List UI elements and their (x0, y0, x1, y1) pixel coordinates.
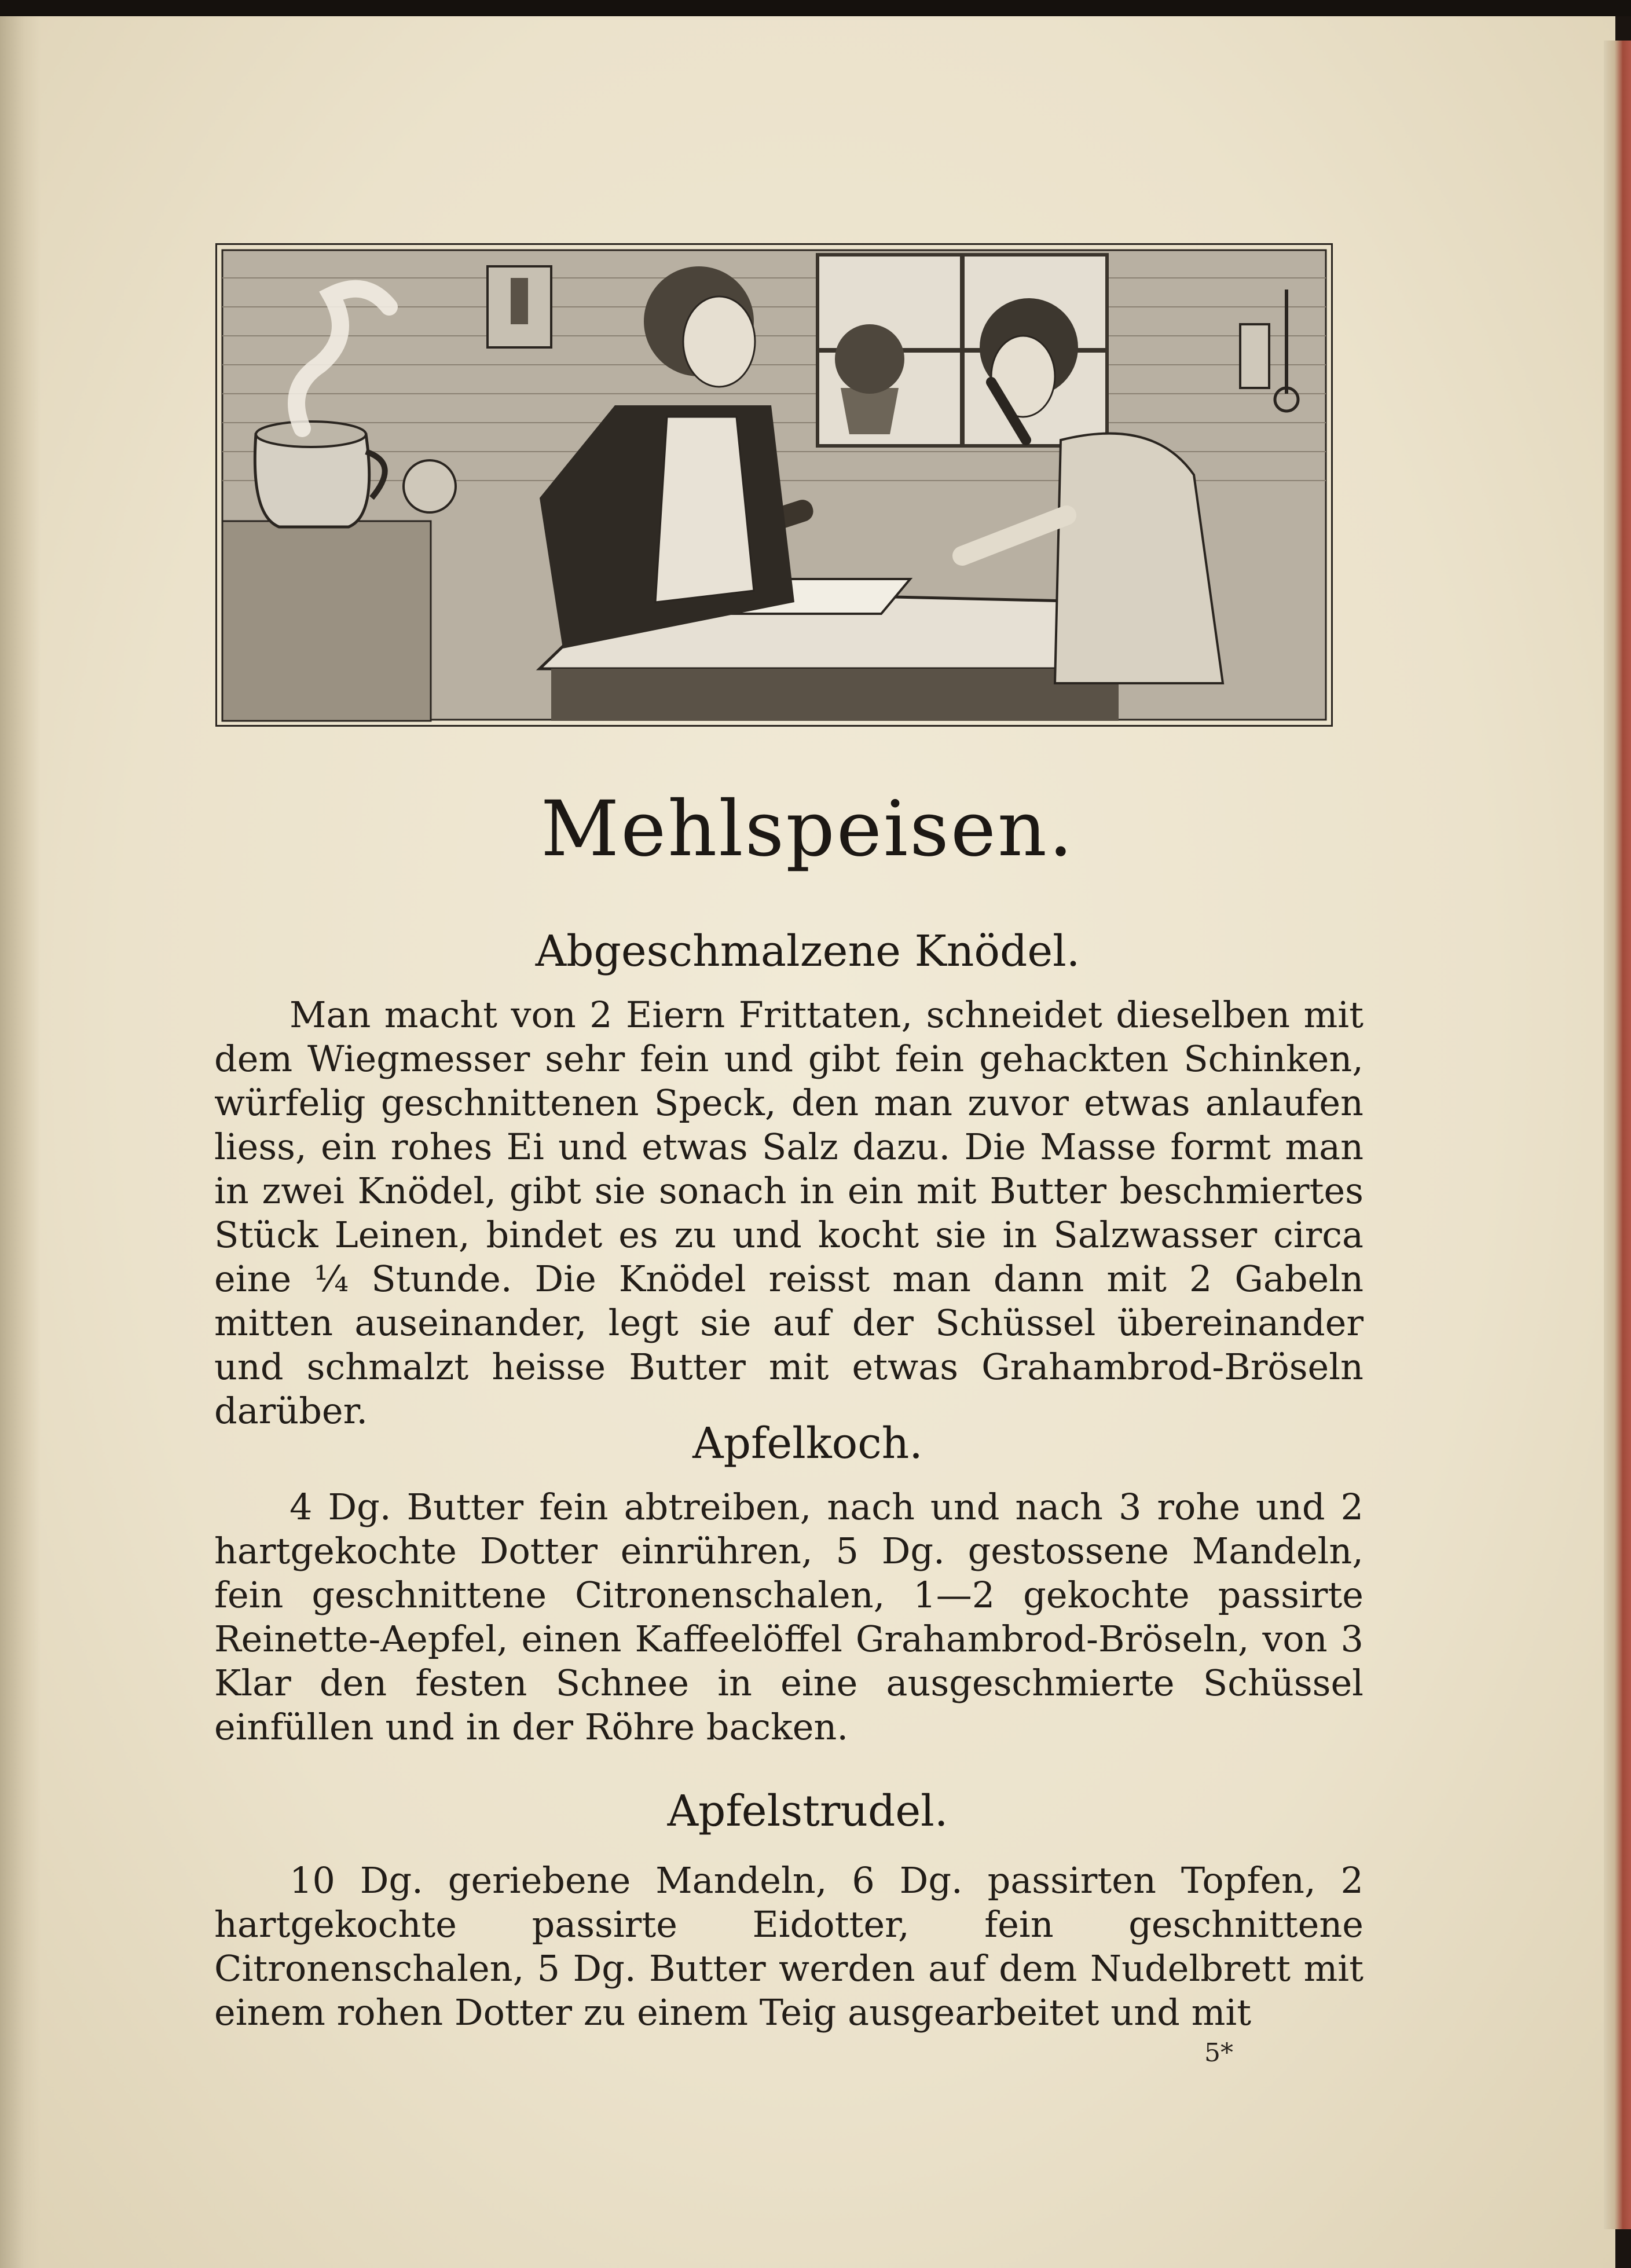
page-gutter-shadow (0, 0, 41, 2268)
recipe-text-apfelkoch: 4 Dg. Butter fein abtreiben, nach und nach 3 rohe und 2 hartgekochte Dotter einrühren, 5 Dg. gestossene Mandeln, fein geschnittene Citronenschalen, 1—2 gekochte passirte Reinette-Aepfel, einen Kaffeelöffel Grahambrod-Bröseln, von 3 Klar den festen Schnee in eine ausgeschmierte Schüssel einfüllen und in der Röhre backen. (214, 1486, 1364, 1748)
page-edge-red (1604, 41, 1631, 2229)
chapter-title: Mehlspeisen. (541, 785, 1075, 874)
kitchen-illustration (215, 243, 1333, 727)
recipe-text-apfelstrudel: 10 Dg. geriebene Mandeln, 6 Dg. passirten Topfen, 2 hartgekochte passirte Eidotter, fein geschnittene Citronenschalen, 5 Dg. Butter werden auf dem Nudelbrett mit einem rohen Dotter zu einem Teig ausgearbeitet und mit (214, 1859, 1364, 2033)
recipe-title-apfelkoch: Apfelkoch. (692, 1419, 923, 1468)
scan-border-top (0, 0, 1631, 16)
recipe-text-abgeschmalzene-knoedel: Man macht von 2 Eiern Frittaten, schneidet dieselben mit dem Wiegmesser sehr fein und gibt fein gehackten Schinken, würfelig geschnittenen Speck, den man zuvor etwas anlaufen liess, ein rohes Ei und etwas Salz dazu. Die Masse formt man in zwei Knödel, gibt sie sonach in ein mit Butter beschmiertes Stück Leinen, bindet es zu und kocht sie in Salzwasser circa eine ¼ Stunde. Die Knödel reisst man dann mit 2 Gabeln mitten auseinander, legt sie auf der Schüssel übereinander und schmalzt heisse Butter mit etwas Grahambrod-Bröseln darüber. (214, 994, 1364, 1432)
recipe-title-apfelstrudel: Apfelstrudel. (667, 1786, 948, 1836)
page-signature: 5* (1204, 2038, 1233, 2068)
recipe-title-abgeschmalzene-knoedel: Abgeschmalzene Knödel. (535, 926, 1080, 976)
